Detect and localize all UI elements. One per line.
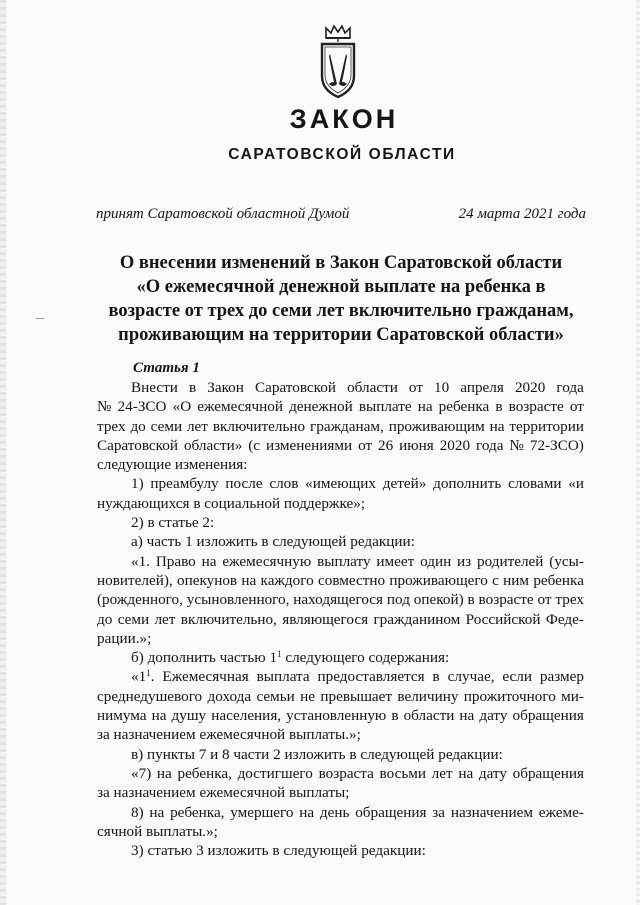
body-word: проживающего: [389, 571, 488, 589]
body-word: ребенка,: [170, 803, 225, 821]
body-word: от: [358, 436, 373, 454]
title-line: возрасте от трех до семи лет включительно гражданам,: [108, 301, 574, 321]
body-word: умершего: [230, 803, 294, 821]
body-word: апреля: [460, 379, 504, 396]
body-word: дохода: [207, 687, 252, 705]
body-word: ежемесячную: [222, 552, 312, 570]
body-word: на: [201, 552, 217, 570]
body-word: нимума: [97, 707, 147, 725]
body-word: области: [347, 379, 398, 396]
body-line-text: 2) в статье 2:: [131, 514, 215, 532]
scan-edge-right: [636, 0, 640, 905]
body-word: ребенка: [533, 571, 584, 589]
body-word: на: [156, 764, 172, 782]
body-word: из: [457, 552, 472, 570]
superscript: 1: [146, 668, 151, 679]
body-word: день: [319, 803, 350, 821]
body-line: [97, 803, 584, 822]
body-word: года: [556, 379, 584, 396]
body-word: года: [476, 436, 504, 454]
body-word: (усы-: [549, 552, 584, 570]
body-word: семи: [117, 610, 150, 628]
body-word: лет: [431, 764, 453, 782]
body-word: выплате: [358, 398, 412, 416]
body-word: денежной: [289, 398, 353, 416]
body-word: на: [299, 803, 315, 821]
body-line: [97, 552, 584, 571]
body-word: гражданином: [373, 610, 461, 628]
body-word: среднедушевого: [97, 687, 203, 705]
body-word: на: [241, 571, 257, 589]
body-word: на: [459, 707, 475, 725]
body-word: за: [432, 803, 446, 821]
body-word: родителей: [477, 552, 544, 570]
body-line-text: «$1^1$. Ежемесячная выплата предоставляется в случае, если размер: [131, 668, 584, 686]
law-heading: ЗАКОН: [289, 104, 399, 134]
body-word: семи: [150, 417, 183, 435]
body-word: с: [492, 571, 499, 589]
body-word: дату: [479, 707, 508, 725]
body-word: душу: [171, 707, 207, 725]
body-word: территории: [509, 417, 584, 435]
body-line: [97, 590, 584, 609]
body-word: прожиточного: [463, 687, 556, 705]
article-body: [97, 378, 584, 860]
body-word: опекой): [413, 591, 464, 609]
body-word: словами: [508, 475, 562, 493]
body-line: [97, 706, 584, 725]
body-word: до: [130, 417, 146, 435]
body-line-text: сячной выплаты.»;: [97, 822, 218, 840]
body-word: Право: [155, 552, 196, 570]
body-word: ми-: [561, 687, 584, 705]
body-word: обращения: [512, 707, 584, 725]
body-word: величину: [397, 687, 459, 705]
body-word: возрасте: [478, 591, 534, 609]
body-line-text: а) часть 1 изложить в следующей редакции:: [131, 533, 415, 551]
body-word: в: [495, 398, 503, 416]
body-word: имеет: [376, 552, 415, 570]
body-word: каждого: [260, 571, 314, 589]
body-line: [97, 745, 584, 764]
body-word: 24-ЗСО: [117, 398, 167, 416]
body-word: возраста: [318, 764, 374, 782]
body-word: лет: [154, 610, 176, 628]
body-word: являющегося: [282, 610, 369, 628]
region-heading: САРАТОВСКОЙ ОБЛАСТИ: [228, 146, 456, 163]
body-line-text: б) дополнить частью $1^1$ следующего содержания:: [131, 649, 450, 667]
adoption-date: 24 марта 2021 года: [458, 206, 586, 222]
body-word: достигшего: [237, 764, 313, 782]
body-line-text: за назначением ежемесячной выплаты;: [97, 784, 350, 802]
body-word: дату: [478, 764, 507, 782]
body-line: [97, 687, 584, 706]
body-word: (рожденного,: [97, 591, 183, 609]
body-word: один: [420, 552, 452, 570]
body-word: Российской: [465, 610, 541, 628]
body-word: Феде-: [545, 610, 584, 628]
body-word: опекунов: [176, 571, 238, 589]
body-word: (с: [248, 436, 261, 454]
title-line: проживающим на территории Саратовской области»: [118, 325, 564, 345]
body-word: 2020: [514, 379, 546, 396]
body-word: 72-ЗСО): [529, 436, 584, 454]
body-word: на: [458, 764, 474, 782]
body-word: семьи: [256, 687, 295, 705]
superscript: 1: [277, 649, 282, 660]
body-line: [97, 378, 584, 397]
body-word: в: [391, 707, 399, 725]
body-word: назначением: [450, 803, 533, 821]
body-line: [97, 532, 584, 551]
body-line: [97, 417, 584, 436]
body-word: от: [537, 591, 552, 609]
body-word: 1): [131, 475, 144, 493]
body-word: в: [467, 591, 475, 609]
body-line-text: нуждающихся в социальной поддержке»;: [97, 494, 366, 512]
title-line: О внесении изменений в Закон Саратовской области: [119, 253, 563, 273]
body-word: новителей),: [97, 571, 173, 589]
body-line: [97, 455, 584, 474]
body-word: восьми: [379, 764, 426, 782]
body-word: выплату: [317, 552, 371, 570]
body-word: населения,: [211, 707, 282, 725]
body-word: «и: [568, 475, 584, 493]
body-word: на: [417, 398, 433, 416]
document-title: [76, 251, 606, 347]
body-word: на: [489, 417, 505, 435]
body-line: [97, 725, 584, 744]
body-word: слов: [269, 475, 299, 493]
body-word: «О: [172, 398, 192, 416]
body-line-text: в) пункты 7 и 8 части 2 изложить в следующей редакции:: [131, 745, 503, 763]
body-word: 10: [434, 379, 450, 396]
body-word: изменениями: [266, 436, 353, 454]
body-word: области: [403, 707, 455, 725]
body-word: под: [386, 591, 410, 609]
body-word: включительно: [212, 417, 306, 435]
body-line: [97, 822, 584, 841]
body-line: [97, 474, 584, 493]
body-word: усыновленного,: [186, 591, 290, 609]
body-line: [97, 667, 584, 686]
body-word: на: [151, 707, 167, 725]
body-word: Закон: [207, 379, 244, 396]
article-heading: Статья 1: [133, 360, 200, 376]
body-word: совместно: [317, 571, 386, 589]
body-line: [97, 494, 584, 513]
body-word: не: [300, 687, 316, 705]
saratov-coat-of-arms-icon: [318, 24, 358, 99]
body-word: «имеющих: [305, 475, 377, 493]
body-word: 26: [378, 436, 394, 454]
body-line: [97, 397, 584, 416]
body-word: превышает: [320, 687, 393, 705]
body-word: трех: [555, 591, 584, 609]
body-line: [97, 764, 584, 783]
body-line: [97, 610, 584, 629]
body-word: трех: [97, 417, 126, 435]
body-word: ним: [503, 571, 530, 589]
body-line-text: 3) статью 3 изложить в следующей редакции:: [131, 842, 426, 860]
body-word: №: [509, 436, 524, 454]
body-word: от: [408, 379, 423, 396]
body-word: на: [149, 803, 165, 821]
body-word: ежемесячной: [197, 398, 283, 416]
body-word: детей»: [382, 475, 427, 493]
body-word: июня: [399, 436, 434, 454]
body-word: установленную: [286, 707, 387, 725]
body-line: [97, 841, 584, 860]
body-word: до: [97, 610, 113, 628]
body-line: [97, 783, 584, 802]
scan-speck: [36, 318, 44, 319]
body-line-text: следующие изменения:: [97, 456, 248, 474]
body-word: №: [97, 398, 112, 416]
body-word: обращения: [512, 764, 584, 782]
body-word: области»: [183, 436, 243, 454]
body-line: [97, 571, 584, 590]
body-word: лет: [186, 417, 208, 435]
body-word: дополнить: [433, 475, 502, 493]
body-word: включительно,: [180, 610, 277, 628]
body-line: [97, 629, 584, 648]
body-line: [97, 436, 584, 455]
body-word: ребенка,: [177, 764, 232, 782]
body-line: [97, 648, 584, 667]
body-word: проживающим: [388, 417, 485, 435]
title-line: «О ежемесячной денежной выплате на ребенка в: [136, 277, 546, 297]
body-word: обращения: [355, 803, 427, 821]
body-word: ребенка: [438, 398, 490, 416]
body-word: 2020: [439, 436, 471, 454]
body-line: [97, 513, 584, 532]
body-word: после: [225, 475, 263, 493]
scan-edge-left: [0, 0, 6, 905]
body-word: Саратовской: [254, 379, 336, 396]
body-word: 8): [131, 803, 144, 821]
body-word: «1.: [131, 552, 150, 570]
body-word: находящегося: [293, 591, 384, 609]
body-word: Саратовской: [97, 436, 178, 454]
body-line-text: за назначением ежемесячной выплаты.»;: [97, 726, 361, 744]
body-word: возрасте: [508, 398, 564, 416]
body-word: от: [569, 398, 584, 416]
body-word: ежеме-: [538, 803, 584, 821]
body-word: «7): [131, 764, 152, 782]
body-word: преамбулу: [150, 475, 219, 493]
body-word: в: [188, 379, 197, 396]
body-word: Внести: [131, 379, 178, 396]
body-word: гражданам,: [310, 417, 384, 435]
body-line-text: рации.»;: [97, 629, 152, 647]
adoption-note: принят Саратовской областной Думой: [96, 206, 350, 222]
